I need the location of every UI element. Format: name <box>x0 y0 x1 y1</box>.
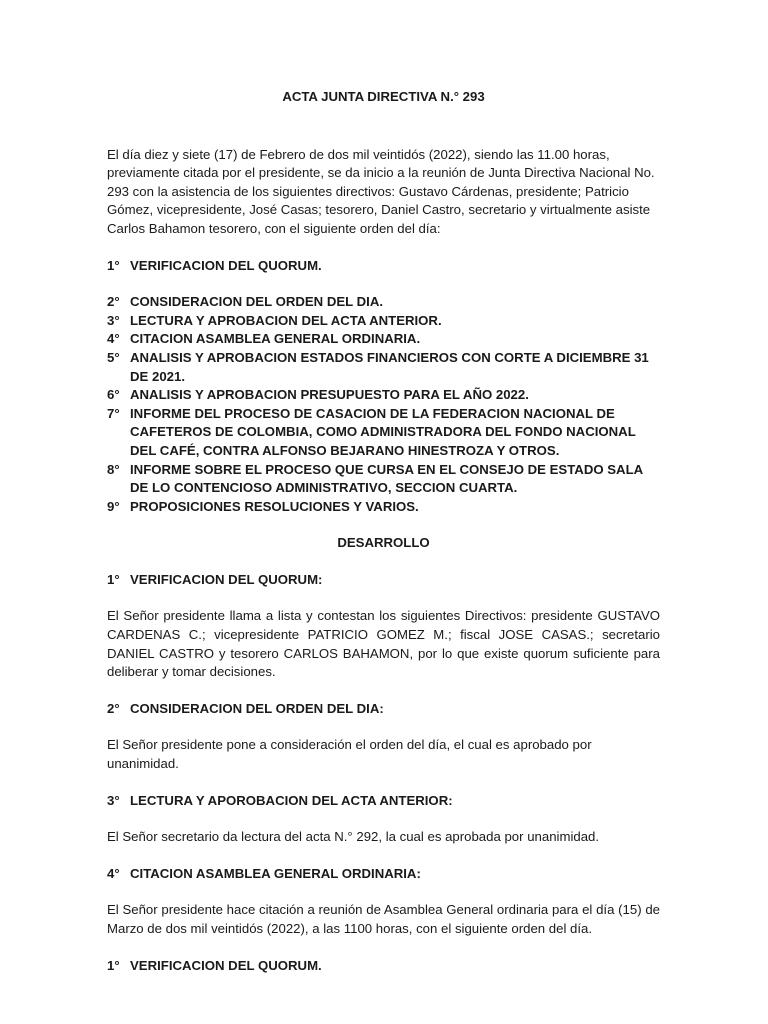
agenda-item <box>107 257 660 276</box>
final-heading <box>107 957 660 976</box>
agenda-item <box>107 386 660 405</box>
section-number: 4° <box>107 865 120 881</box>
section-heading-text: LECTURA Y APOROBACION DEL ACTA ANTERIOR: <box>130 792 453 808</box>
section-body: El Señor presidente pone a consideración el orden del día, el cual es aprobado por unanimidad. <box>107 737 592 772</box>
agenda-number: 4° <box>107 331 120 347</box>
agenda-number: 9° <box>107 498 120 514</box>
section-heading-text: VERIFICACION DEL QUORUM: <box>130 571 323 587</box>
intro-paragraph: El día diez y siete (17) de Febrero de dos mil veintidós (2022), siendo las 11.00 horas, previamente citada por el presidente, se da inicio a la reunión de Junta Directiva Nacional No. 293 con la asistencia de los siguientes directivos: Gustavo Cárdenas, presidente; Patricio Gómez, vicepresidente, José Casas; tesorero, Daniel Castro, secretario y virtualmente asiste Carlos Bahamon tesorero, con el siguiente orden del día: <box>107 146 655 236</box>
agenda-number: 2° <box>107 294 120 310</box>
agenda-item <box>107 293 660 312</box>
section-body: El Señor presidente llama a lista y contestan los siguientes Directivos: presidente GUSTAVO CARDENAS C.; vicepresidente PATRICIO GOMEZ M.; fiscal JOSE CASAS.; secretario DANIEL CASTRO y tesorero CARLOS BAHAMON, por lo que existe quorum suficiente para deliberar y tomar decisiones. <box>107 608 660 680</box>
agenda-number: 6° <box>107 387 120 403</box>
agenda-item <box>107 330 660 349</box>
section-number: 2° <box>107 700 120 716</box>
agenda-text: CONSIDERACION DEL ORDEN DEL DIA. <box>130 294 384 310</box>
final-heading-text: VERIFICACION DEL QUORUM. <box>130 957 322 973</box>
agenda-item <box>107 498 660 517</box>
section-heading-text: CITACION ASAMBLEA GENERAL ORDINARIA: <box>130 865 421 881</box>
section-number: 1° <box>107 571 120 587</box>
agenda-item <box>107 461 660 498</box>
section-heading-text: CONSIDERACION DEL ORDEN DEL DIA: <box>130 700 384 716</box>
agenda-number: 7° <box>107 405 120 421</box>
section-heading <box>107 571 660 590</box>
agenda-text: ANALISIS Y APROBACION PRESUPUESTO PARA EL AÑO 2022. <box>130 387 529 403</box>
section-body: El Señor presidente hace citación a reunión de Asamblea General ordinaria para el día (15) de Marzo de dos mil veintidós (2022), a las 1100 horas, con el siguiente orden del día. <box>107 902 660 936</box>
section-number: 3° <box>107 792 120 808</box>
final-heading-number: 1° <box>107 957 120 973</box>
agenda-text: ANALISIS Y APROBACION ESTADOS FINANCIEROS CON CORTE A DICIEMBRE 31 DE 2021. <box>130 349 649 384</box>
development-title: DESARROLLO <box>337 535 430 551</box>
agenda-text: CITACION ASAMBLEA GENERAL ORDINARIA. <box>130 331 421 347</box>
agenda-text: VERIFICACION DEL QUORUM. <box>130 257 322 273</box>
document-content <box>107 88 660 993</box>
agenda-item <box>107 312 660 331</box>
agenda-text: INFORME SOBRE EL PROCESO QUE CURSA EN EL CONSEJO DE ESTADO SALA DE LO CONTENCIOSO ADMINISTRATIVO, SECCION CUARTA. <box>130 461 643 496</box>
agenda-number: 8° <box>107 461 120 477</box>
document-title: ACTA JUNTA DIRECTIVA N.° 293 <box>282 89 485 104</box>
agenda-list <box>107 257 660 517</box>
section-body: El Señor secretario da lectura del acta N.° 292, la cual es aprobada por unanimidad. <box>107 829 600 845</box>
agenda-number: 5° <box>107 349 120 365</box>
agenda-text: PROPOSICIONES RESOLUCIONES Y VARIOS. <box>130 498 419 514</box>
agenda-item <box>107 405 660 461</box>
agenda-text: INFORME DEL PROCESO DE CASACION DE LA FEDERACION NACIONAL DE CAFETEROS DE COLOMBIA, COMO ADMINISTRADORA DEL FONDO NACIONAL DEL CAFÉ, CONTRA ALFONSO BEJARANO HINESTROZA Y OTROS. <box>130 405 636 458</box>
section-heading <box>107 792 660 811</box>
section-heading <box>107 865 660 884</box>
section-heading <box>107 700 660 719</box>
agenda-item <box>107 349 660 386</box>
agenda-number: 1° <box>107 257 120 273</box>
agenda-number: 3° <box>107 312 120 328</box>
agenda-spacer <box>107 275 660 293</box>
agenda-text: LECTURA Y APROBACION DEL ACTA ANTERIOR. <box>130 312 442 328</box>
